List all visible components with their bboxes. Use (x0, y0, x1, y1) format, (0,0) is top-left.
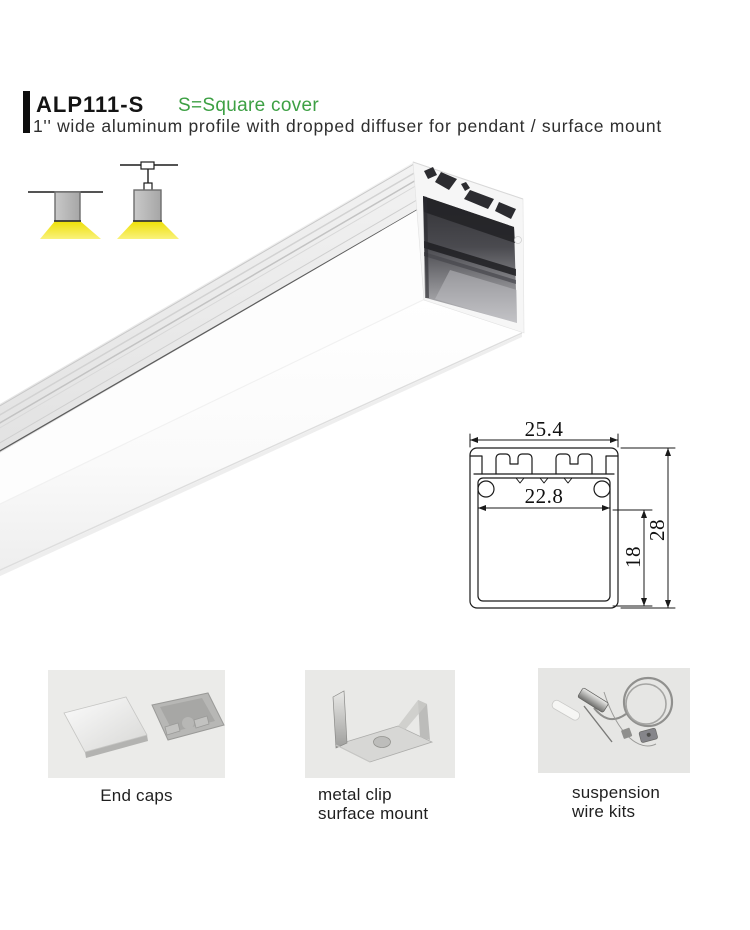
accent-bar (23, 91, 30, 133)
screw-boss-right (594, 481, 610, 497)
dim-text-inner-width: 22.8 (524, 484, 564, 508)
product-description: 1'' wide aluminum profile with dropped diffuser for pendant / surface mount (33, 116, 662, 136)
mounting-icons (28, 162, 179, 239)
suspension-label (572, 783, 660, 821)
profile-outline (470, 448, 618, 608)
screw-boss-left (478, 481, 494, 497)
metal-clip-label (318, 785, 428, 823)
metal-clip-photo (305, 670, 455, 778)
dim-text-inner-height: 18 (621, 546, 645, 568)
surface-mount-icon (28, 192, 103, 239)
pendant-mount-icon (117, 162, 179, 239)
accessory-photos (48, 668, 690, 778)
metal-clip-label-line2: surface mount (318, 804, 429, 823)
end-caps-label: End caps (100, 786, 173, 805)
end-caps-photo (48, 670, 225, 778)
dim-text-outer-height: 28 (645, 519, 669, 541)
suspension-kit-photo (538, 668, 690, 773)
dim-text-outer-width: 25.4 (524, 417, 564, 441)
top-slot-pattern (470, 454, 618, 483)
page-title: ALP111-S (36, 92, 145, 117)
cover-type-note: S=Square cover (178, 95, 319, 116)
suspension-label-line2: wire kits (572, 802, 636, 821)
metal-clip-label-line1: metal clip (318, 785, 392, 804)
suspension-label-line1: suspension (572, 783, 661, 802)
